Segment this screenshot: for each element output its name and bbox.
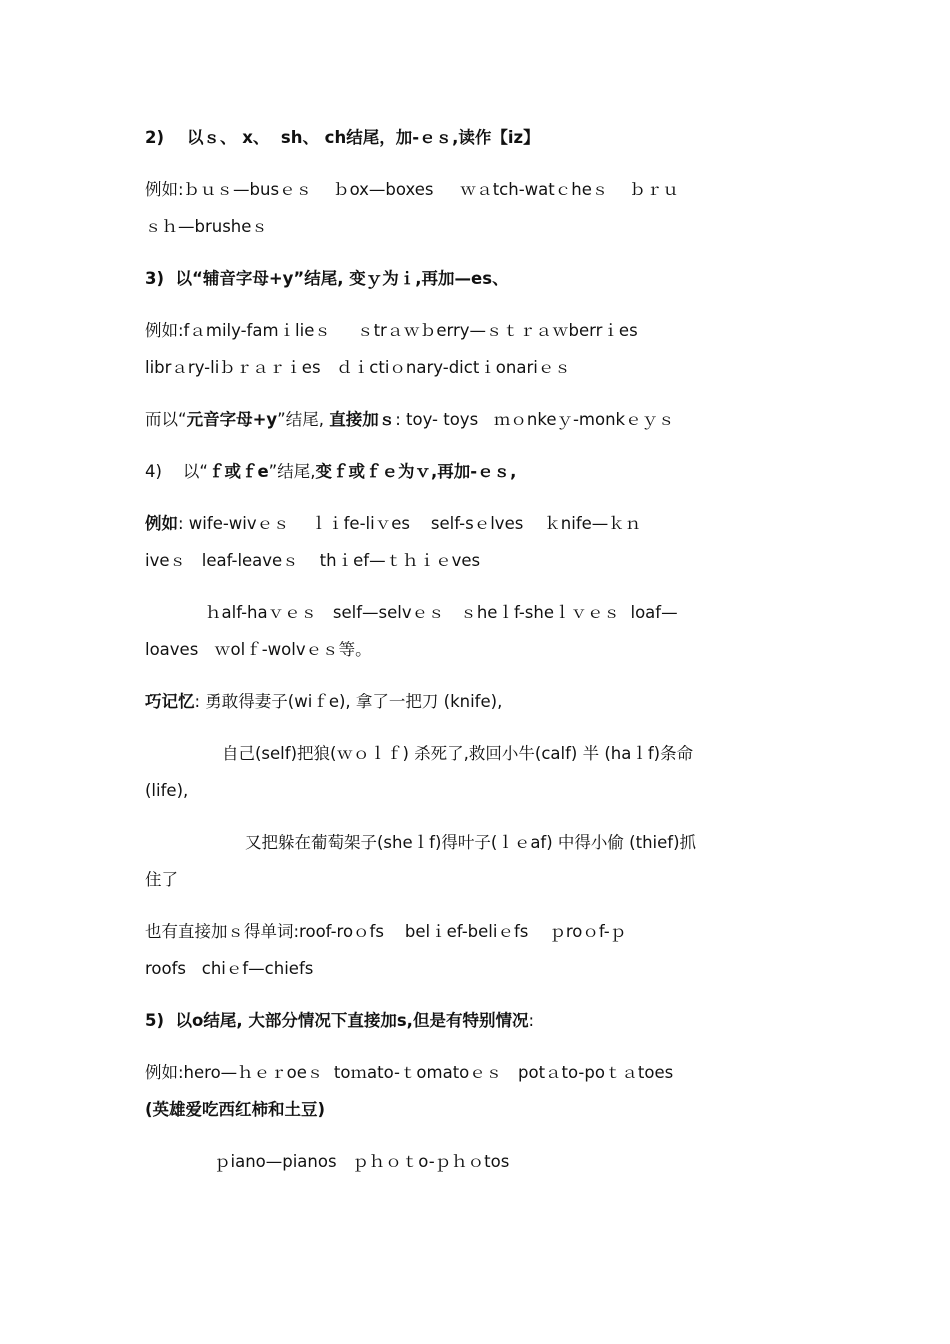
rule-2-examples-line-2 bbox=[145, 216, 810, 238]
example-text: loaves ｗolｆ-wolvｅｓ等。 bbox=[145, 640, 372, 659]
rule-5-examples-line-1 bbox=[145, 1062, 810, 1084]
example-text: 例如:hero—ｈｅｒoeｓ toｍato-ｔomatoｅｓ potａto-poｔａtoes bbox=[145, 1063, 674, 1082]
text-part: 自己(self)把狼(ｗｏｌｆ) 杀死了,救回小牛(calf) 半 (haｌf)条命 bbox=[222, 744, 694, 763]
text-part-bold: ｆ或ｆe bbox=[207, 462, 269, 481]
text-part: roofs chiｅf—chiefs bbox=[145, 959, 314, 978]
rule-4-heading bbox=[145, 461, 810, 483]
example-text: 例如:ｂｕｓ—busｅｓ ｂox—boxes ｗａtch-watｃheｓ ｂｒｕ bbox=[145, 180, 679, 199]
text-part: ”结尾, bbox=[268, 462, 316, 481]
text-part: 又把躲在葡萄架子(sheｌf)得叶子(ｌｅaf) 中得小偷 (thief)抓 bbox=[245, 833, 697, 852]
exceptions-line-1 bbox=[145, 921, 810, 943]
text-part: : 勇敢得妻子(wiｆe), 拿了一把刀 (knife), bbox=[194, 692, 503, 711]
rule-3-heading-text: 3) 以“辅音字母+y”结尾, 变ｙ为ｉ,再加—es、 bbox=[145, 269, 509, 288]
text-part: : bbox=[528, 1011, 535, 1030]
text-part-bold: (英雄爱吃西红柿和土豆) bbox=[145, 1100, 326, 1119]
rule-3-examples-line-2 bbox=[145, 357, 810, 379]
exceptions-line-2 bbox=[145, 958, 810, 980]
text-part: 而以“ bbox=[145, 410, 187, 429]
mnemonic-line-1 bbox=[145, 691, 810, 713]
text-part: 4) 以“ bbox=[145, 462, 208, 481]
rule-5-examples-line-2 bbox=[214, 1151, 810, 1173]
example-text: ｐiano—pianos ｐｈｏｔo-ｐｈｏtos bbox=[214, 1152, 510, 1171]
text-part-bold: 例如 bbox=[145, 514, 178, 533]
text-part: : toy- toys ｍｏnkeｙ-monkｅｙｓ bbox=[395, 410, 675, 429]
text-part-bold: 变ｆ或ｆｅ为ｖ,再加-ｅｓ, bbox=[315, 462, 517, 481]
example-text: ｈalf-haｖｅｓ self—selvｅｓ ｓheｌf-sheｌｖｅｓ loaf— bbox=[205, 603, 678, 622]
text-part-bold: 5) 以o结尾, 大部分情况下直接加s,但是有特别情况 bbox=[145, 1011, 529, 1030]
rule-2-examples-line-1 bbox=[145, 179, 810, 201]
text-part: : wife-wivｅｓ ｌｉfe-liｖes self-sｅlves ｋnife—ｋｎ bbox=[178, 514, 642, 533]
example-text: librａry-liｂｒａｒｉes ｄｉctiｏnary-dictｉonariｅｓ bbox=[145, 358, 571, 377]
example-text: ｓｈ—brusheｓ bbox=[145, 217, 268, 236]
mnemonic-line-5 bbox=[145, 869, 810, 891]
rule-5-heading bbox=[145, 1010, 810, 1032]
rule-2-heading bbox=[145, 127, 810, 149]
rule-4-examples-line-2 bbox=[145, 550, 810, 572]
rule-4-examples-line-4 bbox=[145, 639, 810, 661]
text-part: 也有直接加ｓ得单词:roof-roｏfs belｉef-beliｅfs ｐroｏf-ｐ bbox=[145, 922, 627, 941]
text-part-bold: 元音字母+y bbox=[186, 410, 278, 429]
text-part-bold: 巧记忆 bbox=[145, 692, 195, 711]
vowel-y-rule bbox=[145, 409, 810, 431]
mnemonic-line-2 bbox=[222, 743, 810, 765]
rule-4-examples-line-1 bbox=[145, 513, 810, 535]
example-text: 例如:fａmily-famｉlieｓ ｓtrａｗｂerry—ｓｔｒａｗberrｉes bbox=[145, 321, 638, 340]
rule-5-mnemonic bbox=[145, 1099, 810, 1121]
rule-2-heading-text: 2) 以ｓ、 x、 sh、 ch结尾，加-ｅｓ,读作【iz】 bbox=[145, 128, 540, 147]
rule-4-examples-line-3 bbox=[205, 602, 810, 624]
text-part: ”结尾, bbox=[277, 410, 330, 429]
text-part: (life), bbox=[145, 781, 189, 800]
rule-3-heading bbox=[145, 268, 810, 290]
text-part-bold: 直接加ｓ bbox=[329, 410, 396, 429]
text-part: 住了 bbox=[145, 870, 178, 889]
example-text: iveｓ leaf-leaveｓ thｉef—ｔｈｉｅves bbox=[145, 551, 481, 570]
mnemonic-line-3 bbox=[145, 780, 810, 802]
mnemonic-line-4 bbox=[245, 832, 810, 854]
rule-3-examples-line-1 bbox=[145, 320, 810, 342]
